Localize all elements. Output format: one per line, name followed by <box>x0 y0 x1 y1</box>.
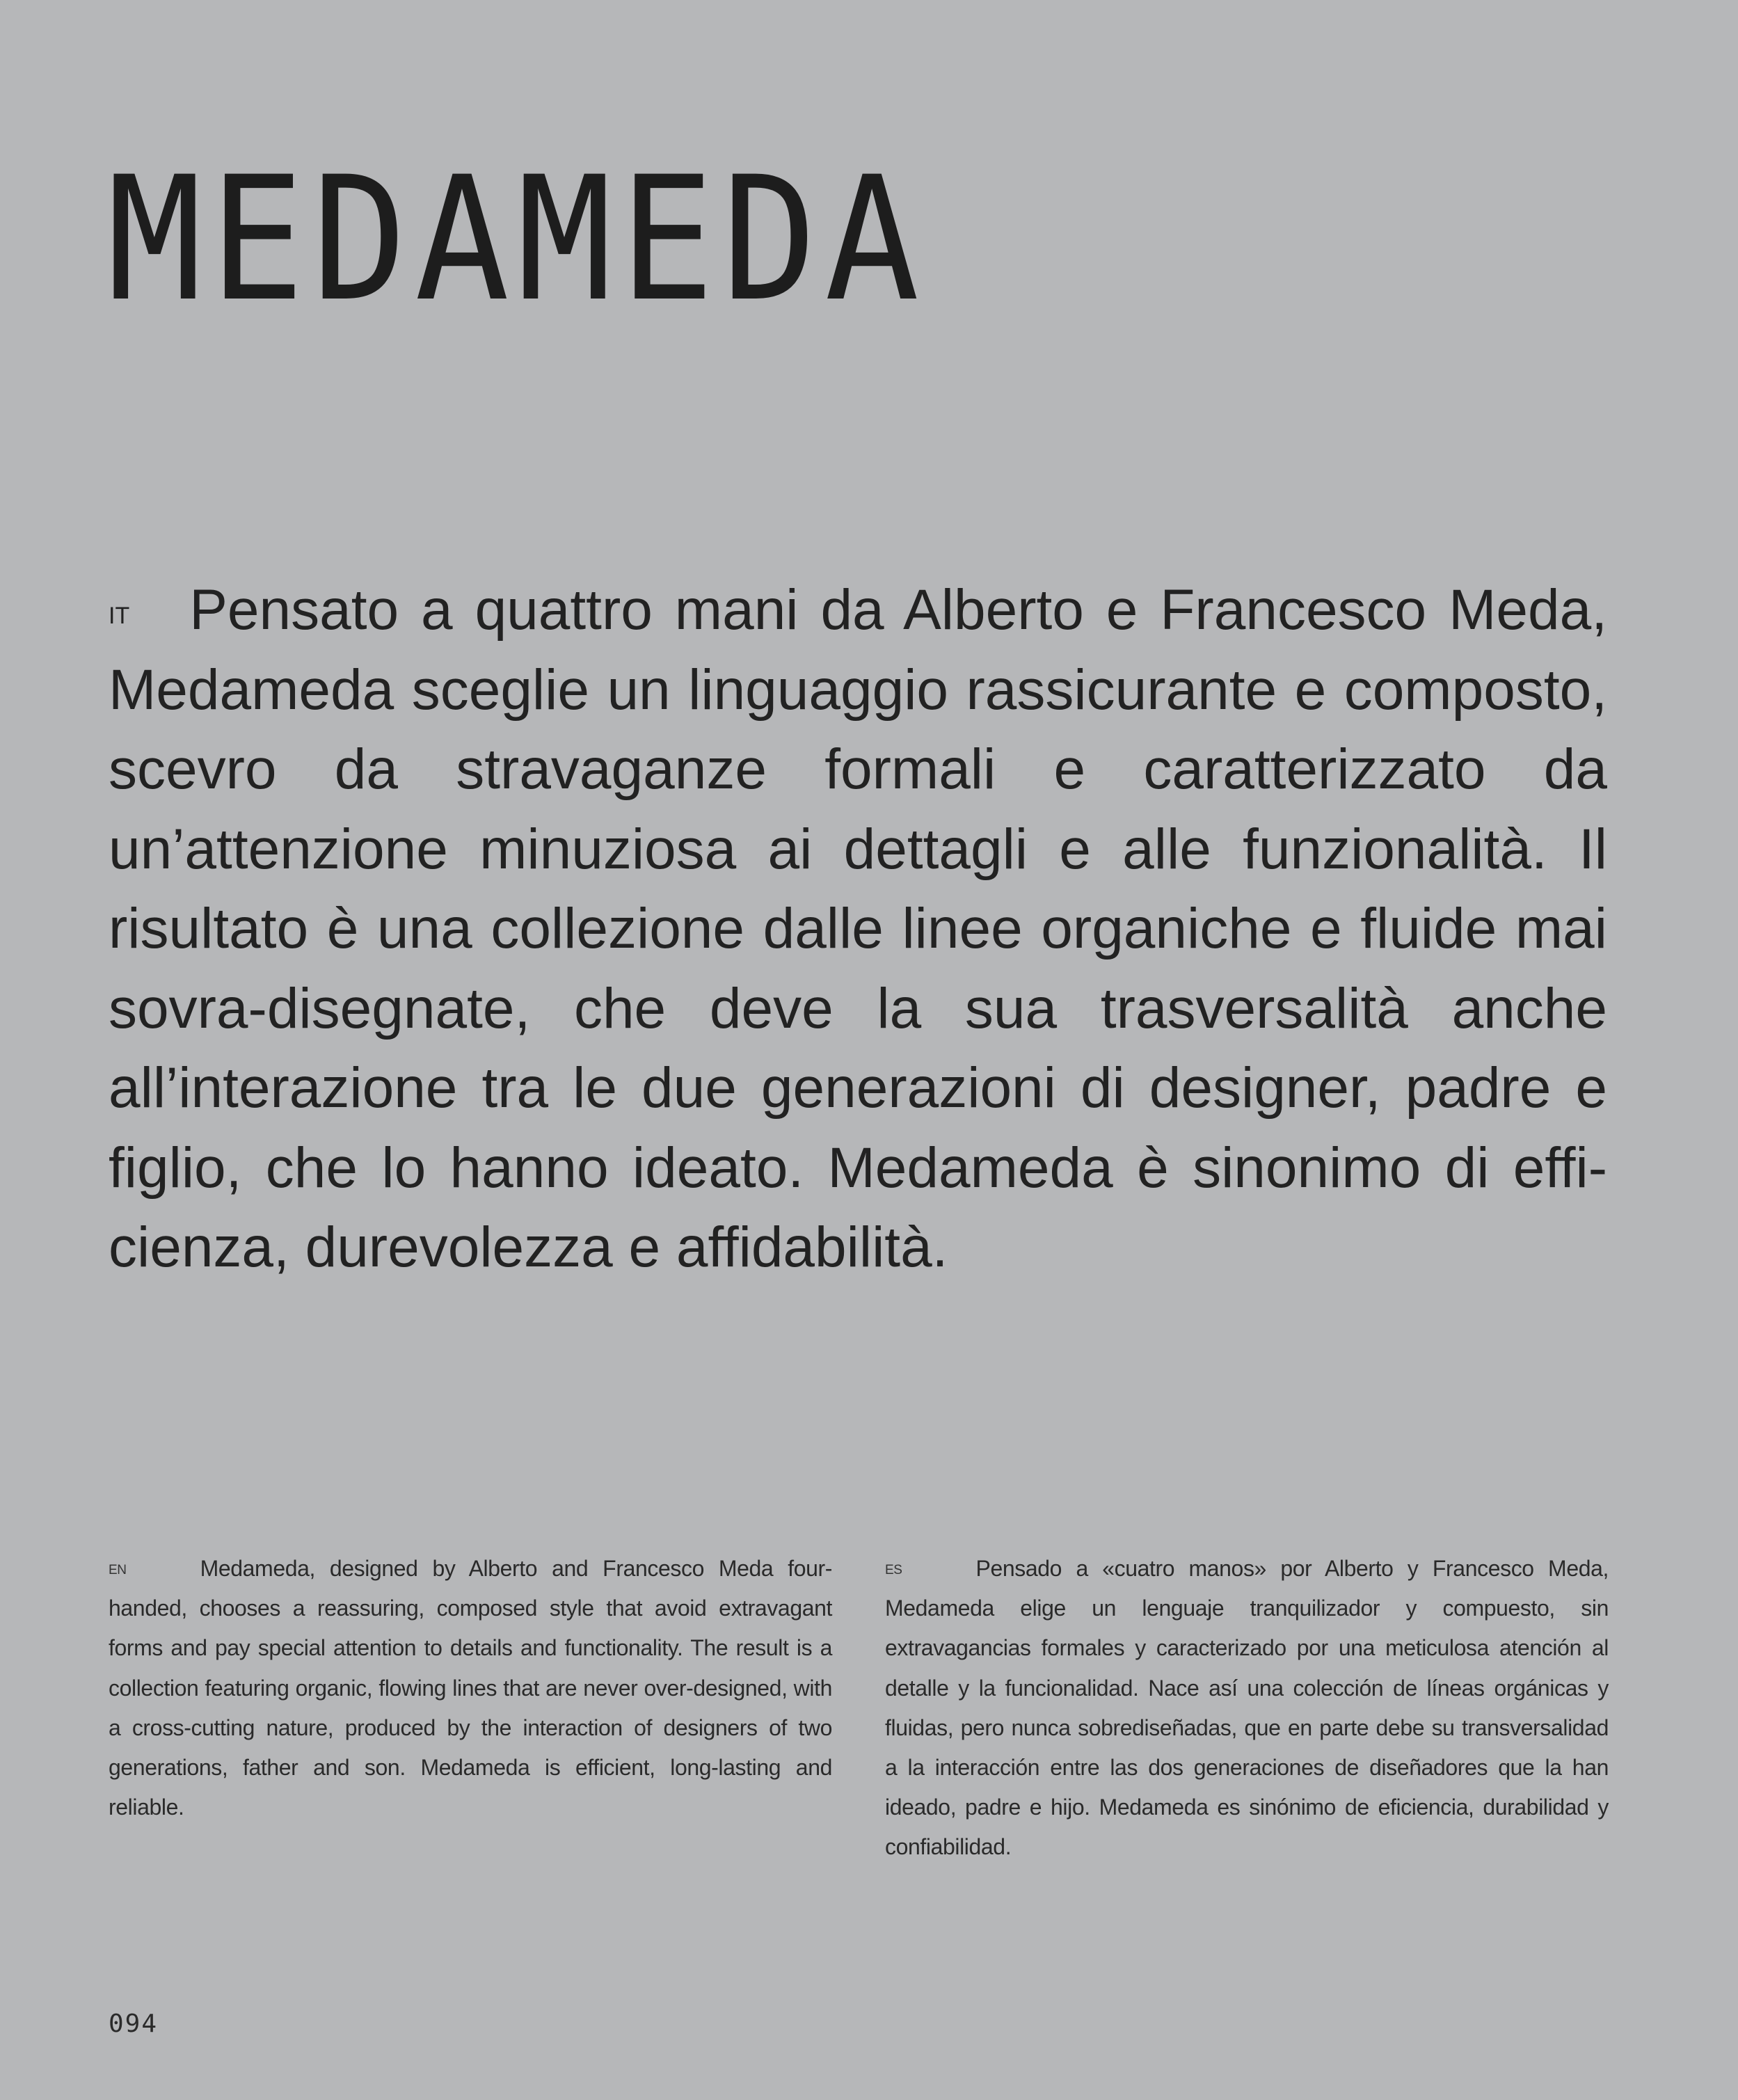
italian-text: Pensato a quattro mani da Alberto e Francesco Meda, Medameda sceglie un linguaggio rassicurante e composto, scevro da stravaganze formali e caratterizzato da un’attenzione minuziosa ai dettagli e alle funzionalità. Il risultato è una collezione dalle linee organiche e fluide mai sovra-disegnate, che deve la sua trasversalità anche all’interazione tra le due generazioni di designer, padre e figlio, che lo hanno ideato. Medameda è sinonimo di efficienza, durevolezza e affidabilità. <box>109 578 1607 1279</box>
english-paragraph <box>109 1549 832 1827</box>
italian-language-tag: IT <box>109 603 130 629</box>
spanish-text: Pensado a «cuatro manos» por Alberto y Francesco Meda, Medameda elige un lenguaje tranquilizador y compuesto, sin extravagancias formales y caracterizado por una meticulosa atención al detalle y la funcionalidad. Nace así una colección de líneas orgánicas y fluidas, pero nunca sobrediseñadas, que en parte debe su transversalidad a la interacción entre las dos generaciones de diseñadores que la han ideado, padre e hijo. Medameda es sinónimo de eficiencia, durabilidad y confiabilidad. <box>885 1556 1609 1860</box>
spanish-paragraph <box>885 1549 1609 1868</box>
page-number: 094 <box>109 2010 159 2038</box>
italian-paragraph <box>109 571 1607 1288</box>
spanish-language-tag: ES <box>885 1563 902 1577</box>
page-title: MEDAMEDA <box>107 141 927 340</box>
english-text: Medameda, designed by Alberto and Francesco Meda four-handed, chooses a reassuring, composed style that avoid extravagant forms and pay special attention to details and functionality. The result is a collection featuring organic, flowing lines that are never over-designed, with a cross-cutting nature, produced by the interaction of designers of two generations, father and son. Medameda is efficient, long-lasting and reliable. <box>109 1556 832 1820</box>
english-language-tag: EN <box>109 1563 127 1577</box>
